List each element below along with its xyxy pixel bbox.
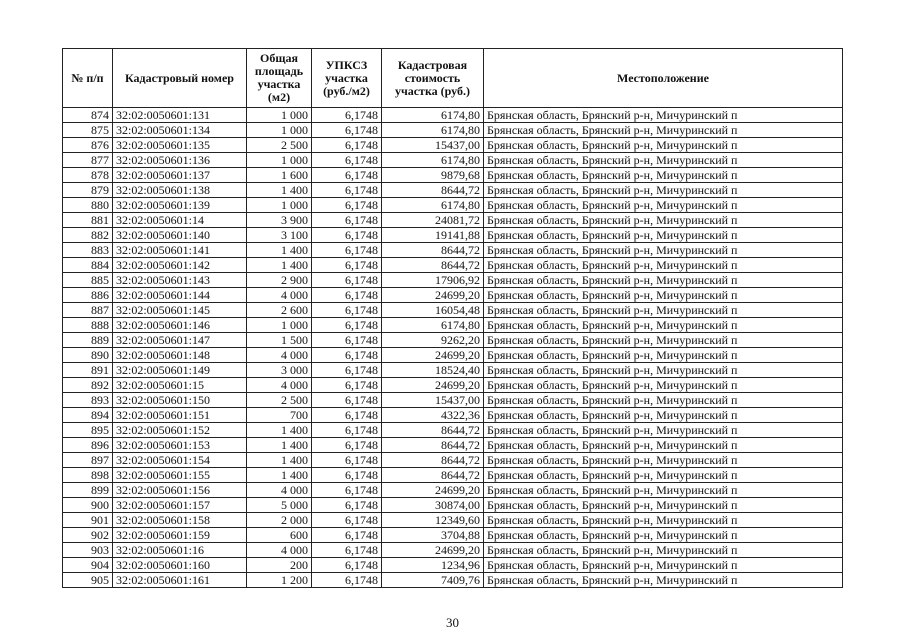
cell-upksz: 6,1748 [312, 453, 382, 468]
cell-upksz: 6,1748 [312, 168, 382, 183]
cell-location: Брянская область, Брянский р-н, Мичуринский п [484, 228, 843, 243]
cell-cadastral-cost: 15437,00 [382, 138, 484, 153]
cell-cadastral-cost: 24699,20 [382, 288, 484, 303]
cell-location: Брянская область, Брянский р-н, Мичуринский п [484, 153, 843, 168]
cell-cadastral-cost: 24699,20 [382, 483, 484, 498]
cell-num: 874 [63, 108, 113, 123]
table-row [63, 408, 843, 423]
cell-area: 1 600 [247, 168, 312, 183]
cell-num: 889 [63, 333, 113, 348]
cell-area: 4 000 [247, 348, 312, 363]
cell-upksz: 6,1748 [312, 438, 382, 453]
cell-num: 888 [63, 318, 113, 333]
cell-cadastral-number: 32:02:0050601:15 [113, 378, 247, 393]
cell-cadastral-cost: 1234,96 [382, 558, 484, 573]
cell-cadastral-number: 32:02:0050601:149 [113, 363, 247, 378]
table-row [63, 258, 843, 273]
cell-cadastral-number: 32:02:0050601:155 [113, 468, 247, 483]
cell-num: 875 [63, 123, 113, 138]
table-row [63, 423, 843, 438]
table-row [63, 483, 843, 498]
cell-upksz: 6,1748 [312, 198, 382, 213]
cell-cadastral-number: 32:02:0050601:138 [113, 183, 247, 198]
cell-num: 900 [63, 498, 113, 513]
table-header-row [63, 49, 843, 108]
cell-area: 1 000 [247, 153, 312, 168]
cell-location: Брянская область, Брянский р-н, Мичуринский п [484, 423, 843, 438]
cell-upksz: 6,1748 [312, 153, 382, 168]
cell-num: 882 [63, 228, 113, 243]
cell-location: Брянская область, Брянский р-н, Мичуринский п [484, 273, 843, 288]
cell-location: Брянская область, Брянский р-н, Мичуринский п [484, 138, 843, 153]
cell-location: Брянская область, Брянский р-н, Мичуринский п [484, 378, 843, 393]
cell-area: 3 000 [247, 363, 312, 378]
cell-location: Брянская область, Брянский р-н, Мичуринский п [484, 483, 843, 498]
cell-cadastral-number: 32:02:0050601:146 [113, 318, 247, 333]
cell-upksz: 6,1748 [312, 273, 382, 288]
cell-area: 1 000 [247, 318, 312, 333]
cell-cadastral-cost: 24699,20 [382, 543, 484, 558]
cell-location: Брянская область, Брянский р-н, Мичуринский п [484, 213, 843, 228]
cell-num: 879 [63, 183, 113, 198]
cell-area: 1 400 [247, 423, 312, 438]
cell-cadastral-cost: 8644,72 [382, 183, 484, 198]
cell-upksz: 6,1748 [312, 393, 382, 408]
cell-cadastral-cost: 8644,72 [382, 438, 484, 453]
table-row [63, 573, 843, 588]
table-row [63, 228, 843, 243]
cell-area: 3 100 [247, 228, 312, 243]
header-cadastral-cost: Кадастровая стоимость участка (руб.) [382, 49, 484, 108]
cell-cadastral-cost: 17906,92 [382, 273, 484, 288]
table-row [63, 393, 843, 408]
cell-cadastral-cost: 6174,80 [382, 198, 484, 213]
cell-location: Брянская область, Брянский р-н, Мичуринский п [484, 303, 843, 318]
header-location: Местоположение [484, 49, 843, 108]
header-num: № п/п [63, 49, 113, 108]
cell-cadastral-number: 32:02:0050601:131 [113, 108, 247, 123]
cell-cadastral-number: 32:02:0050601:158 [113, 513, 247, 528]
cell-location: Брянская область, Брянский р-н, Мичуринский п [484, 468, 843, 483]
cell-upksz: 6,1748 [312, 423, 382, 438]
cell-upksz: 6,1748 [312, 303, 382, 318]
cell-cadastral-number: 32:02:0050601:159 [113, 528, 247, 543]
cell-area: 1 200 [247, 573, 312, 588]
cell-location: Брянская область, Брянский р-н, Мичуринский п [484, 243, 843, 258]
cell-cadastral-cost: 24699,20 [382, 378, 484, 393]
cell-area: 1 400 [247, 438, 312, 453]
cell-cadastral-number: 32:02:0050601:150 [113, 393, 247, 408]
table-row [63, 318, 843, 333]
cell-cadastral-cost: 15437,00 [382, 393, 484, 408]
cell-upksz: 6,1748 [312, 108, 382, 123]
cell-cadastral-cost: 19141,88 [382, 228, 484, 243]
cell-num: 881 [63, 213, 113, 228]
cell-area: 1 400 [247, 258, 312, 273]
cell-cadastral-cost: 6174,80 [382, 318, 484, 333]
cell-cadastral-number: 32:02:0050601:154 [113, 453, 247, 468]
cadastral-table [62, 48, 843, 588]
cell-upksz: 6,1748 [312, 363, 382, 378]
cell-area: 1 000 [247, 123, 312, 138]
cell-cadastral-cost: 6174,80 [382, 123, 484, 138]
cell-num: 883 [63, 243, 113, 258]
cell-num: 898 [63, 468, 113, 483]
cell-location: Брянская область, Брянский р-н, Мичуринский п [484, 258, 843, 273]
cell-num: 878 [63, 168, 113, 183]
cell-upksz: 6,1748 [312, 333, 382, 348]
table-row [63, 168, 843, 183]
cell-upksz: 6,1748 [312, 213, 382, 228]
table-row [63, 198, 843, 213]
cell-area: 3 900 [247, 213, 312, 228]
cell-area: 1 400 [247, 453, 312, 468]
cell-cadastral-number: 32:02:0050601:148 [113, 348, 247, 363]
cell-upksz: 6,1748 [312, 183, 382, 198]
table-row [63, 123, 843, 138]
table-row [63, 348, 843, 363]
cell-location: Брянская область, Брянский р-н, Мичуринский п [484, 288, 843, 303]
cell-area: 4 000 [247, 483, 312, 498]
cell-area: 2 600 [247, 303, 312, 318]
page-number: 30 [446, 615, 459, 630]
cell-location: Брянская область, Брянский р-н, Мичуринский п [484, 498, 843, 513]
cell-cadastral-cost: 8644,72 [382, 453, 484, 468]
cell-num: 893 [63, 393, 113, 408]
cell-location: Брянская область, Брянский р-н, Мичуринский п [484, 318, 843, 333]
cell-upksz: 6,1748 [312, 348, 382, 363]
cell-area: 1 500 [247, 333, 312, 348]
cell-location: Брянская область, Брянский р-н, Мичуринский п [484, 558, 843, 573]
cell-cadastral-cost: 8644,72 [382, 243, 484, 258]
table-row [63, 468, 843, 483]
cell-cadastral-cost: 8644,72 [382, 258, 484, 273]
cell-upksz: 6,1748 [312, 543, 382, 558]
cell-cadastral-cost: 9879,68 [382, 168, 484, 183]
table-row [63, 108, 843, 123]
cell-cadastral-number: 32:02:0050601:161 [113, 573, 247, 588]
cell-num: 892 [63, 378, 113, 393]
cell-upksz: 6,1748 [312, 468, 382, 483]
cell-location: Брянская область, Брянский р-н, Мичуринский п [484, 393, 843, 408]
table-row [63, 183, 843, 198]
cell-location: Брянская область, Брянский р-н, Мичуринский п [484, 573, 843, 588]
cell-num: 899 [63, 483, 113, 498]
cell-cadastral-number: 32:02:0050601:153 [113, 438, 247, 453]
header-upksz: УПКСЗ участка (руб./м2) [312, 49, 382, 108]
cell-num: 885 [63, 273, 113, 288]
cell-num: 896 [63, 438, 113, 453]
table-row [63, 138, 843, 153]
cell-num: 895 [63, 423, 113, 438]
cell-num: 884 [63, 258, 113, 273]
cell-cadastral-cost: 4322,36 [382, 408, 484, 423]
header-area: Общая площадь участка (м2) [247, 49, 312, 108]
cell-location: Брянская область, Брянский р-н, Мичуринский п [484, 348, 843, 363]
cell-num: 905 [63, 573, 113, 588]
cell-cadastral-cost: 12349,60 [382, 513, 484, 528]
cell-area: 200 [247, 558, 312, 573]
cell-location: Брянская область, Брянский р-н, Мичуринский п [484, 183, 843, 198]
cell-area: 600 [247, 528, 312, 543]
cell-num: 880 [63, 198, 113, 213]
cell-upksz: 6,1748 [312, 513, 382, 528]
table-row [63, 528, 843, 543]
table-row [63, 303, 843, 318]
cell-area: 1 000 [247, 108, 312, 123]
cell-cadastral-number: 32:02:0050601:16 [113, 543, 247, 558]
cell-upksz: 6,1748 [312, 408, 382, 423]
cell-location: Брянская область, Брянский р-н, Мичуринский п [484, 108, 843, 123]
cell-area: 4 000 [247, 378, 312, 393]
cell-num: 894 [63, 408, 113, 423]
cell-num: 887 [63, 303, 113, 318]
cell-area: 4 000 [247, 543, 312, 558]
cell-area: 1 400 [247, 243, 312, 258]
cell-cadastral-cost: 8644,72 [382, 423, 484, 438]
cell-upksz: 6,1748 [312, 228, 382, 243]
table-row [63, 363, 843, 378]
cell-area: 1 400 [247, 468, 312, 483]
cell-area: 700 [247, 408, 312, 423]
cell-cadastral-number: 32:02:0050601:134 [113, 123, 247, 138]
cell-upksz: 6,1748 [312, 243, 382, 258]
cell-cadastral-number: 32:02:0050601:137 [113, 168, 247, 183]
cell-cadastral-cost: 6174,80 [382, 153, 484, 168]
cell-cadastral-number: 32:02:0050601:14 [113, 213, 247, 228]
cell-location: Брянская область, Брянский р-н, Мичуринский п [484, 408, 843, 423]
cell-num: 897 [63, 453, 113, 468]
cell-location: Брянская область, Брянский р-н, Мичуринский п [484, 363, 843, 378]
cell-num: 902 [63, 528, 113, 543]
cell-cadastral-number: 32:02:0050601:160 [113, 558, 247, 573]
cell-upksz: 6,1748 [312, 483, 382, 498]
cell-num: 904 [63, 558, 113, 573]
cell-upksz: 6,1748 [312, 288, 382, 303]
cell-area: 2 000 [247, 513, 312, 528]
cell-cadastral-number: 32:02:0050601:142 [113, 258, 247, 273]
table-row [63, 558, 843, 573]
cell-cadastral-number: 32:02:0050601:156 [113, 483, 247, 498]
cell-area: 4 000 [247, 288, 312, 303]
cell-area: 1 400 [247, 183, 312, 198]
cell-num: 877 [63, 153, 113, 168]
cell-cadastral-cost: 24081,72 [382, 213, 484, 228]
cell-area: 2 500 [247, 138, 312, 153]
table-row [63, 243, 843, 258]
table-row [63, 543, 843, 558]
cell-area: 5 000 [247, 498, 312, 513]
table-row [63, 288, 843, 303]
table-row [63, 273, 843, 288]
table-row [63, 453, 843, 468]
cell-cadastral-cost: 9262,20 [382, 333, 484, 348]
table-row [63, 498, 843, 513]
cell-upksz: 6,1748 [312, 573, 382, 588]
cell-cadastral-cost: 30874,00 [382, 498, 484, 513]
cell-cadastral-cost: 8644,72 [382, 468, 484, 483]
cell-cadastral-cost: 7409,76 [382, 573, 484, 588]
cell-location: Брянская область, Брянский р-н, Мичуринский п [484, 333, 843, 348]
cell-num: 886 [63, 288, 113, 303]
cell-cadastral-number: 32:02:0050601:145 [113, 303, 247, 318]
cell-upksz: 6,1748 [312, 378, 382, 393]
table-row [63, 438, 843, 453]
cell-cadastral-cost: 18524,40 [382, 363, 484, 378]
cell-cadastral-cost: 24699,20 [382, 348, 484, 363]
table-body [63, 108, 843, 588]
cell-num: 890 [63, 348, 113, 363]
table-row [63, 333, 843, 348]
cell-cadastral-cost: 16054,48 [382, 303, 484, 318]
cell-cadastral-number: 32:02:0050601:157 [113, 498, 247, 513]
cell-cadastral-number: 32:02:0050601:135 [113, 138, 247, 153]
cell-num: 891 [63, 363, 113, 378]
table-row [63, 378, 843, 393]
cell-location: Брянская область, Брянский р-н, Мичуринский п [484, 513, 843, 528]
table-row [63, 153, 843, 168]
cell-location: Брянская область, Брянский р-н, Мичуринский п [484, 168, 843, 183]
cell-location: Брянская область, Брянский р-н, Мичуринский п [484, 543, 843, 558]
cell-cadastral-number: 32:02:0050601:136 [113, 153, 247, 168]
table-row [63, 513, 843, 528]
cell-cadastral-cost: 3704,88 [382, 528, 484, 543]
cell-cadastral-number: 32:02:0050601:147 [113, 333, 247, 348]
cell-location: Брянская область, Брянский р-н, Мичуринский п [484, 453, 843, 468]
cell-upksz: 6,1748 [312, 558, 382, 573]
cell-cadastral-number: 32:02:0050601:143 [113, 273, 247, 288]
cell-upksz: 6,1748 [312, 138, 382, 153]
cell-upksz: 6,1748 [312, 123, 382, 138]
cell-cadastral-number: 32:02:0050601:140 [113, 228, 247, 243]
cell-area: 1 000 [247, 198, 312, 213]
cell-num: 876 [63, 138, 113, 153]
cell-upksz: 6,1748 [312, 258, 382, 273]
cell-upksz: 6,1748 [312, 498, 382, 513]
cell-location: Брянская область, Брянский р-н, Мичуринский п [484, 438, 843, 453]
header-cadastral-number: Кадастровый номер [113, 49, 247, 108]
cell-location: Брянская область, Брянский р-н, Мичуринский п [484, 198, 843, 213]
cell-location: Брянская область, Брянский р-н, Мичуринский п [484, 123, 843, 138]
cell-cadastral-number: 32:02:0050601:144 [113, 288, 247, 303]
cell-area: 2 500 [247, 393, 312, 408]
cell-location: Брянская область, Брянский р-н, Мичуринский п [484, 528, 843, 543]
cell-cadastral-number: 32:02:0050601:141 [113, 243, 247, 258]
cell-num: 903 [63, 543, 113, 558]
cell-area: 2 900 [247, 273, 312, 288]
cell-upksz: 6,1748 [312, 318, 382, 333]
cell-cadastral-number: 32:02:0050601:151 [113, 408, 247, 423]
cell-upksz: 6,1748 [312, 528, 382, 543]
table-row [63, 213, 843, 228]
cell-num: 901 [63, 513, 113, 528]
cell-cadastral-cost: 6174,80 [382, 108, 484, 123]
cell-cadastral-number: 32:02:0050601:152 [113, 423, 247, 438]
cell-cadastral-number: 32:02:0050601:139 [113, 198, 247, 213]
